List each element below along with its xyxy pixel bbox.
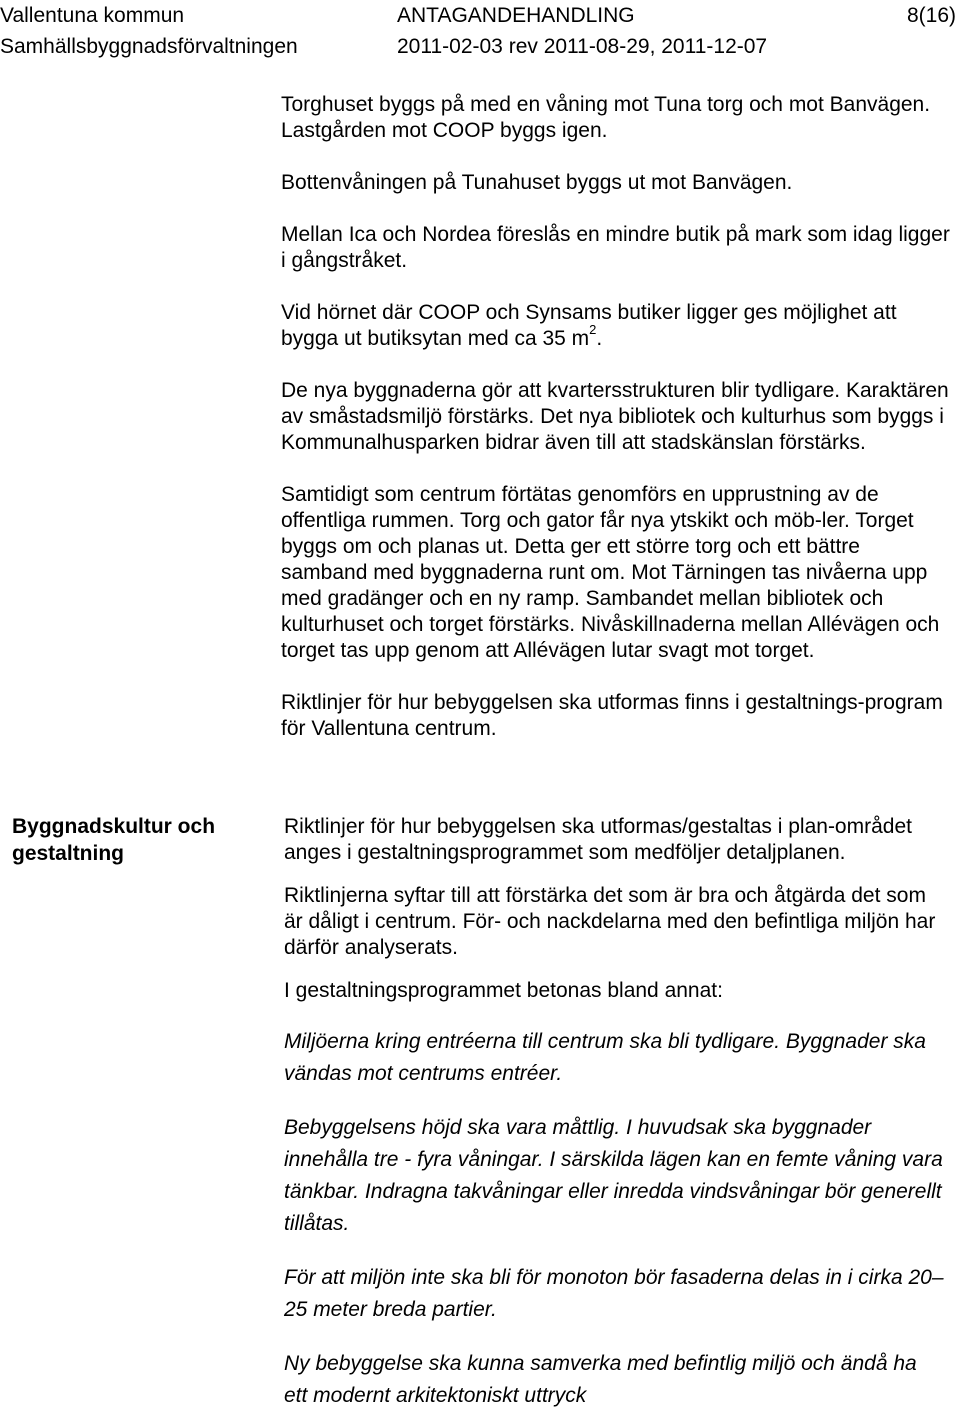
- paragraph-kvartersstruktur: De nya byggnaderna gör att kvartersstrukturen blir tydligare. Karaktären av småstadsmiljö förstärks. Det nya bibliotek och kulturhus som byggs i Kommunalhusparken bidrar även till att stadskänslan förstärks.: [281, 379, 949, 454]
- paragraph-coop-synsam-end: .: [596, 327, 603, 350]
- org-name: Vallentuna kommun: [0, 4, 185, 27]
- paragraph-tunahuset: Bottenvåningen på Tunahuset byggs ut mot Banvägen.: [281, 171, 793, 194]
- document-type: ANTAGANDEHANDLING: [397, 4, 635, 27]
- paragraph-betonas: I gestaltningsprogrammet betonas bland annat:: [284, 979, 723, 1002]
- superscript-2: 2: [589, 322, 597, 337]
- italic-fasader: För att miljön inte ska bli för monoton bör fasaderna delas in i cirka 20–25 meter breda partier.: [284, 1266, 944, 1321]
- page-number: 8(16): [906, 4, 956, 27]
- document-dates: 2011-02-03 rev 2011-08-29, 2011-12-07: [397, 35, 768, 58]
- paragraph-planomradet: Riktlinjer för hur bebyggelsen ska utformas/gestaltas i plan-området anges i gestaltningsprogrammet som medföljer detaljplanen.: [284, 815, 912, 864]
- italic-hojd: Bebyggelsens höjd ska vara måttlig. I huvudsak ska byggnader innehålla tre - fyra våningar. I särskilda lägen kan en femte våning vara tänkbar. Indragna takvåningar eller inredda vindsvåningar bör generellt tillåtas.: [284, 1116, 943, 1235]
- paragraph-riktlinjer: Riktlinjer för hur bebyggelsen ska utformas finns i gestaltnings-program för Vallentuna centrum.: [281, 691, 943, 740]
- paragraph-offentliga-rum: Samtidigt som centrum förtätas genomförs en upprustning av de offentliga rummen. Torg och gator får nya ytskikt och möb-ler. Torget byggs om och planas ut. Detta ger ett större torg och ett bättre samband med byggnaderna runt om. Mot Tärningen tas nivåerna upp med gradänger och en ny ramp. Sambandet mellan bibliotek och kulturhuset och torget förstärks. Nivåskillnaderna mellan Allévägen och torget tas upp genom att Allévägen lutar svagt mot torget.: [281, 483, 940, 662]
- italic-samverka: Ny bebyggelse ska kunna samverka med befintlig miljö och ändå ha ett modernt arkitektoniskt uttryck: [284, 1352, 917, 1407]
- paragraph-coop-synsam-text: Vid hörnet där COOP och Synsams butiker ligger ges möjlighet att bygga ut butiksytan med ca 35 m: [281, 301, 897, 350]
- section-heading: Byggnadskultur och gestaltning: [12, 815, 216, 865]
- main-text: [281, 92, 951, 742]
- italic-entreer: Miljöerna kring entréerna till centrum ska bli tydligare. Byggnader ska vändas mot centrums entréer.: [284, 1030, 926, 1085]
- page-header: [0, 0, 960, 62]
- section-byggnadskultur: [284, 814, 944, 1412]
- paragraph-coop-synsam: [281, 300, 951, 352]
- paragraph-torghuset: Torghuset byggs på med en våning mot Tuna torg och mot Banvägen. Lastgården mot COOP byggs igen.: [281, 93, 931, 142]
- header-row-2: [0, 31, 960, 62]
- header-row-1: [0, 0, 960, 31]
- department-name: Samhällsbyggnadsförvaltningen: [0, 35, 298, 58]
- paragraph-ica-nordea: Mellan Ica och Nordea föreslås en mindre butik på mark som idag ligger i gångstråket.: [281, 223, 950, 272]
- paragraph-syfte: Riktlinjerna syftar till att förstärka det som är bra och åtgärda det som är dåligt i centrum. För- och nackdelarna med den befintliga miljön har därför analyserats.: [284, 884, 936, 959]
